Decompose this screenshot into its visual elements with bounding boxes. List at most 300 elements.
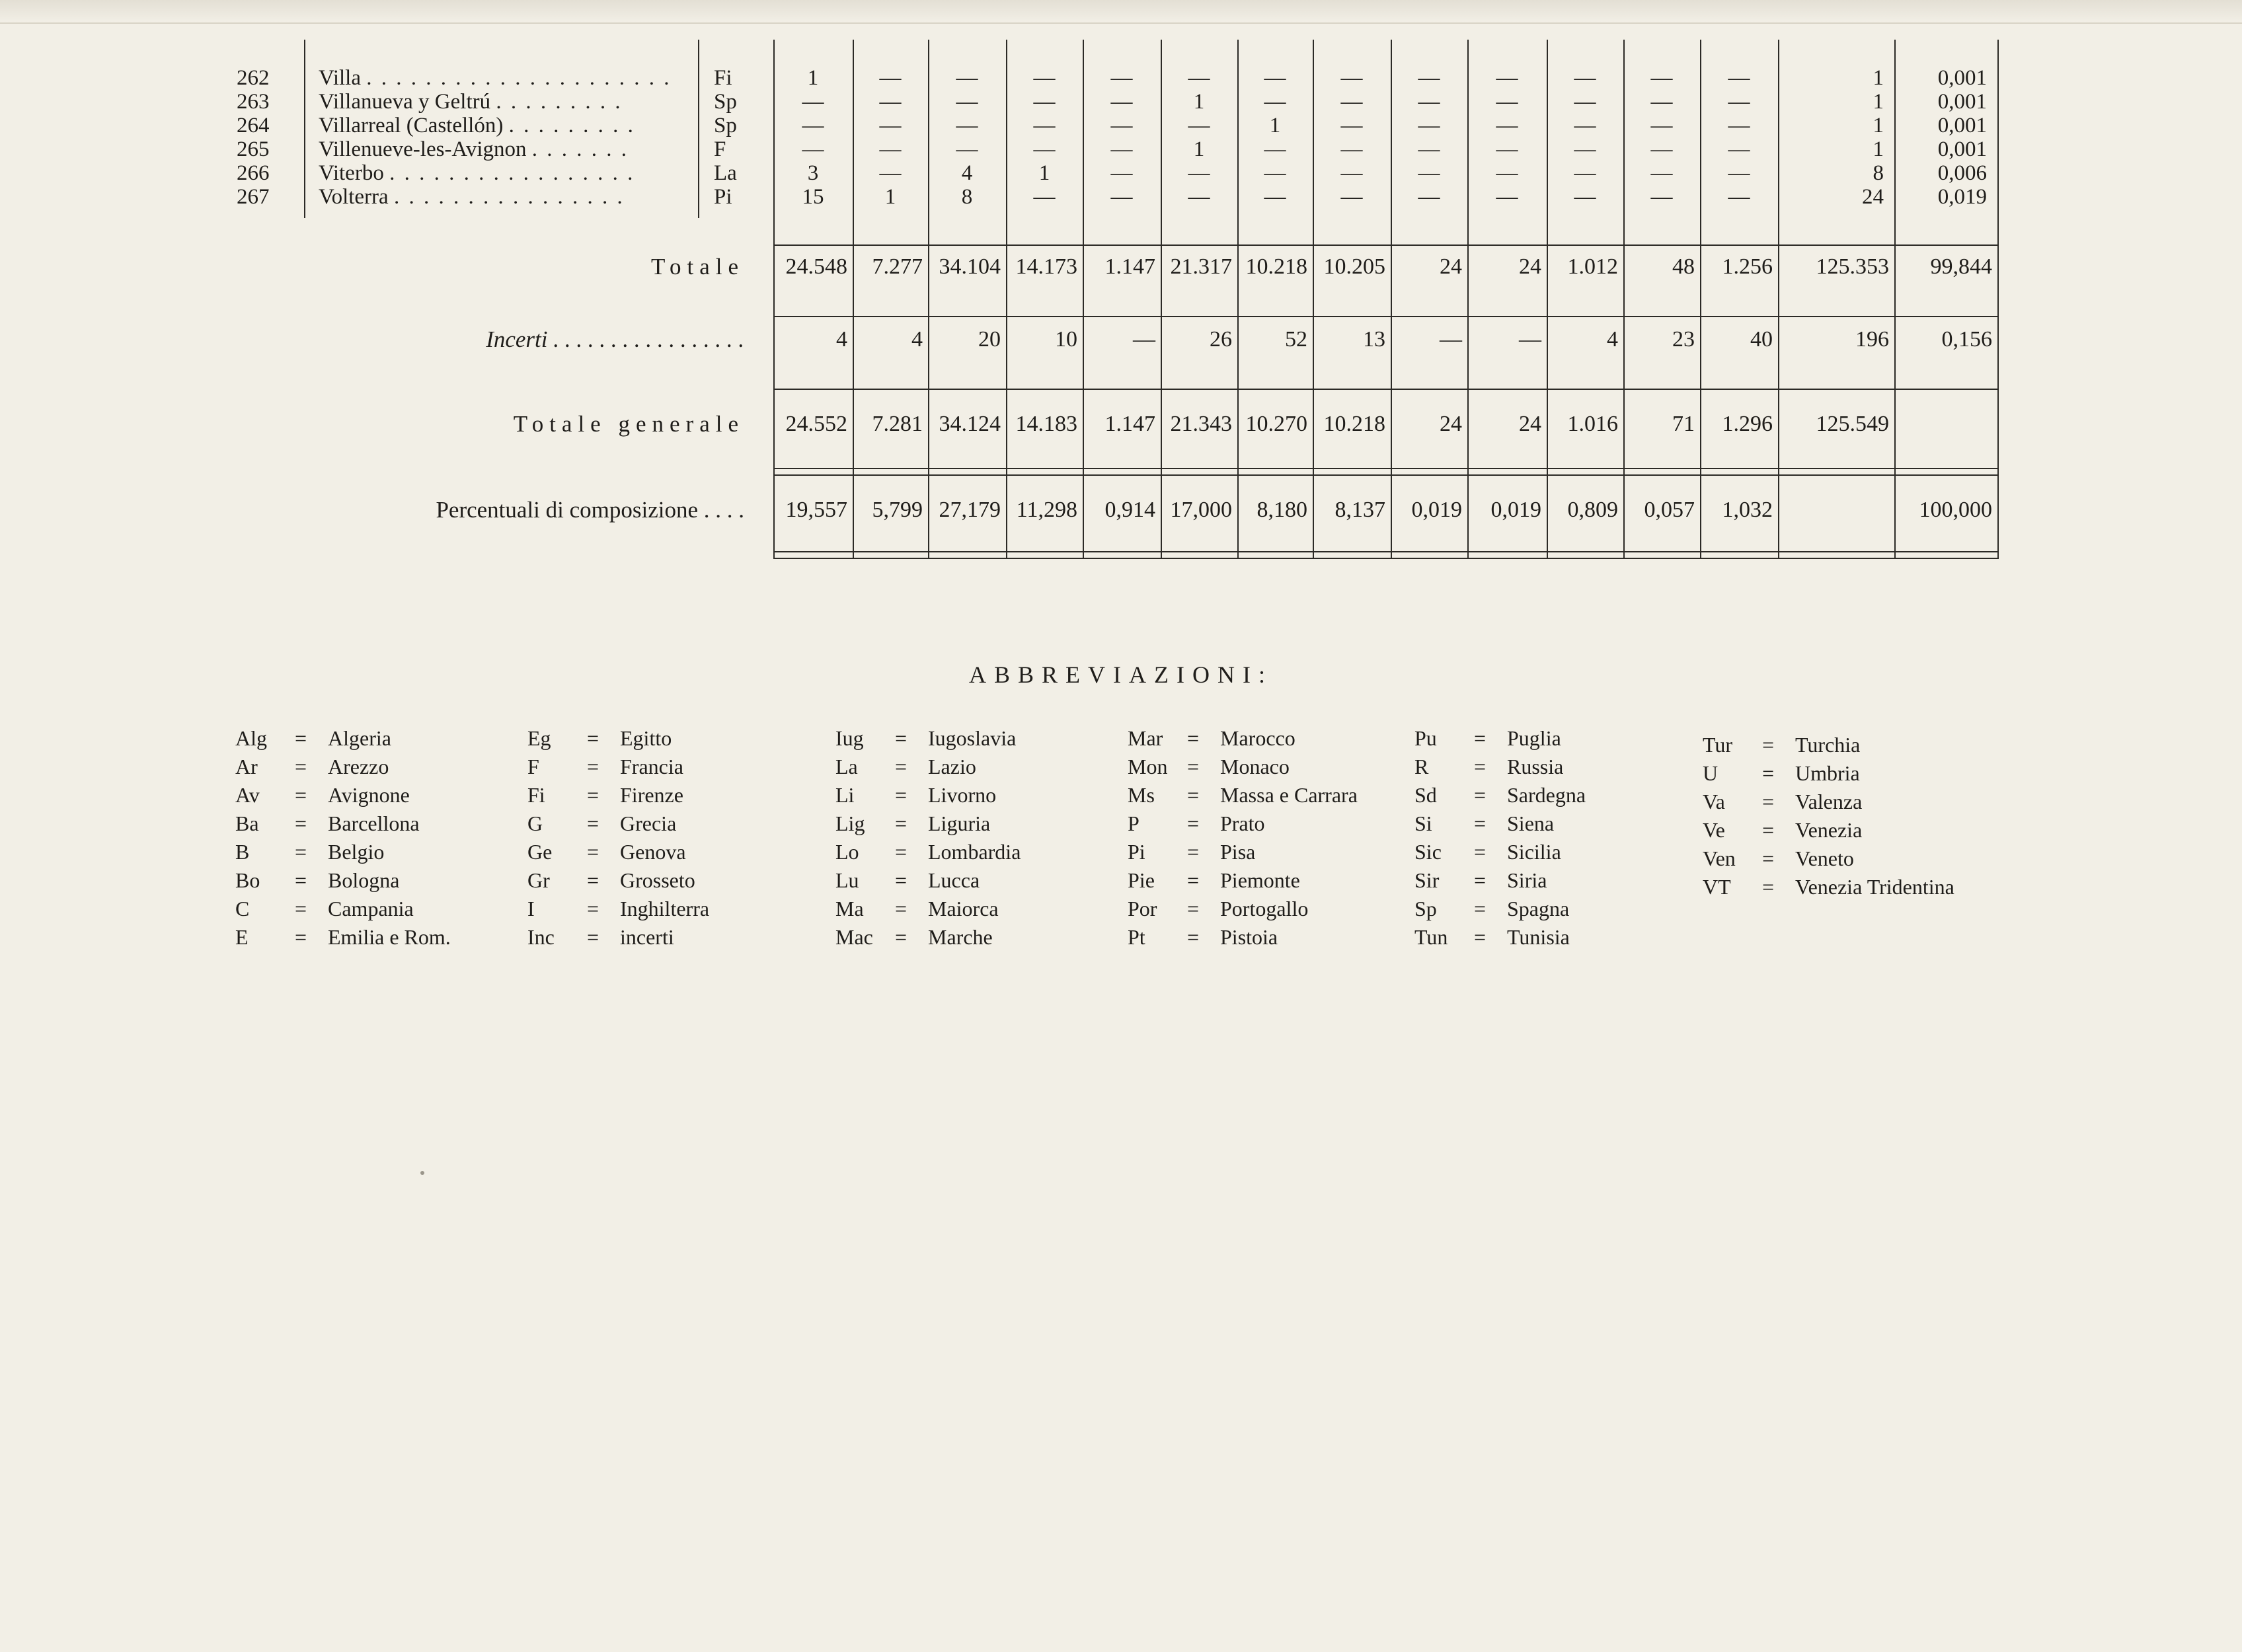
- totals-cell: 0,019: [1490, 498, 1541, 522]
- table-cell: 8: [961, 185, 973, 209]
- table-cell: 1: [1873, 90, 1884, 114]
- totals-cell: 13: [1363, 327, 1385, 352]
- totals-cell: 52: [1285, 327, 1307, 352]
- totals-cell: 24: [1440, 412, 1462, 436]
- equals-sign: =: [1474, 840, 1487, 864]
- abbr-meaning: Genova: [620, 840, 686, 864]
- equals-sign: =: [295, 726, 307, 750]
- table-cell: —: [1496, 114, 1518, 137]
- equals-sign: =: [587, 755, 599, 778]
- table-cell: —: [1110, 185, 1133, 209]
- row-number: 267: [237, 185, 270, 209]
- totals-cell: 10.270: [1245, 412, 1307, 436]
- leader-dots: . . . . . . . . . . . . . . . .: [393, 185, 625, 209]
- totals-cell: 1.012: [1567, 254, 1618, 279]
- place-label: Villa: [319, 66, 362, 90]
- table-cell: —: [1418, 137, 1440, 161]
- equals-sign: =: [895, 726, 908, 750]
- table-cell: —: [1728, 161, 1750, 185]
- table-cell: —: [1110, 114, 1133, 137]
- abbr-meaning: Barcellona: [328, 811, 420, 835]
- abbr-meaning: Arezzo: [328, 755, 389, 778]
- equals-sign: =: [1474, 755, 1487, 778]
- totals-cell: 48: [1672, 254, 1695, 279]
- equals-sign: =: [1187, 925, 1200, 949]
- totals-cell: 24.548: [785, 254, 847, 279]
- table-cell: —: [1110, 137, 1133, 161]
- totals-cell: 21.317: [1170, 254, 1232, 279]
- table-cell: —: [1650, 161, 1673, 185]
- table-cell: 4: [961, 161, 973, 185]
- abbr-code: Pi: [1128, 840, 1145, 864]
- abbr-meaning: Francia: [620, 755, 683, 778]
- abbr-code: Ms: [1128, 783, 1155, 807]
- abbr-code: Ge: [527, 840, 553, 864]
- table-cell: 15: [802, 185, 824, 209]
- table-cell: —: [1110, 90, 1133, 114]
- table-cell: —: [1264, 185, 1286, 209]
- totals-cell: 125.549: [1816, 412, 1889, 436]
- region-abbr: F: [714, 137, 726, 161]
- table-cell: —: [1033, 185, 1056, 209]
- equals-sign: =: [1187, 897, 1200, 920]
- totals-cell: 17,000: [1170, 498, 1232, 522]
- table-cell: —: [1496, 90, 1518, 114]
- leader-dots: . . . . . . . . . . . . . . . . . . . . .: [366, 66, 672, 90]
- equals-sign: =: [1474, 783, 1487, 807]
- totals-row-label: Totale: [651, 254, 744, 280]
- table-cell: —: [1574, 66, 1596, 90]
- region-abbr: La: [714, 161, 737, 185]
- place-name: [319, 114, 635, 137]
- table-cell: —: [1728, 66, 1750, 90]
- abbr-code: Ve: [1703, 818, 1725, 842]
- equals-sign: =: [895, 783, 908, 807]
- totals-cell: 4: [911, 327, 923, 352]
- abbr-code: Pu: [1414, 726, 1437, 750]
- abbr-code: Por: [1128, 897, 1157, 920]
- row-number: 265: [237, 137, 270, 161]
- equals-sign: =: [1762, 733, 1775, 757]
- table-cell: —: [956, 114, 978, 137]
- table-cell: 24: [1862, 185, 1884, 209]
- place-name: [319, 185, 625, 209]
- abbr-meaning: Pisa: [1220, 840, 1256, 864]
- place-label: Volterra: [319, 185, 389, 209]
- table-cell: —: [1650, 66, 1673, 90]
- table-cell: —: [1188, 185, 1210, 209]
- equals-sign: =: [587, 726, 599, 750]
- abbr-meaning: Inghilterra: [620, 897, 710, 920]
- abbr-meaning: Algeria: [328, 726, 391, 750]
- totals-cell: 21.343: [1170, 412, 1232, 436]
- totals-cell: 26: [1210, 327, 1232, 352]
- abbr-meaning: Venezia Tridentina: [1795, 875, 1954, 899]
- totals-cell: 24.552: [785, 412, 847, 436]
- totals-cell: 1,032: [1722, 498, 1773, 522]
- equals-sign: =: [295, 840, 307, 864]
- abbr-code: E: [235, 925, 249, 949]
- totals-cell: 1.147: [1104, 254, 1155, 279]
- abbr-code: Lig: [835, 811, 865, 835]
- totals-cell: 24: [1440, 254, 1462, 279]
- table-cell: —: [1650, 90, 1673, 114]
- totals-cell: 1.296: [1722, 412, 1773, 436]
- equals-sign: =: [1762, 875, 1775, 899]
- equals-sign: =: [587, 840, 599, 864]
- abbr-meaning: Prato: [1220, 811, 1265, 835]
- totals-cell: 11,298: [1016, 498, 1077, 522]
- table-cell: 1: [1873, 114, 1884, 137]
- table-cell: —: [1418, 66, 1440, 90]
- region-abbr: Sp: [714, 114, 737, 137]
- abbr-divider: [698, 40, 699, 218]
- leader-dots: . . . . . . . . . . . . . . . . .: [389, 161, 635, 185]
- place-label: Villenueve-les-Avignon: [319, 137, 527, 161]
- row-rule: [773, 474, 1997, 476]
- table-cell: —: [1264, 161, 1286, 185]
- abbr-meaning: Grosseto: [620, 868, 695, 892]
- table-cell: —: [1418, 90, 1440, 114]
- equals-sign: =: [587, 925, 599, 949]
- row-number: 266: [237, 161, 270, 185]
- table-cell: —: [1188, 66, 1210, 90]
- table-cell: —: [1264, 137, 1286, 161]
- abbr-meaning: Monaco: [1220, 755, 1290, 778]
- table-cell: —: [1574, 114, 1596, 137]
- table-cell: —: [879, 66, 902, 90]
- totals-cell: 19,557: [785, 498, 847, 522]
- row-label-divider: [304, 40, 305, 218]
- abbreviations-title: ABBREVIAZIONI:: [969, 661, 1273, 688]
- table-cell: 1: [1193, 137, 1205, 161]
- table-cell: —: [1110, 66, 1133, 90]
- abbr-meaning: Valenza: [1795, 790, 1863, 813]
- table-cell: —: [1188, 114, 1210, 137]
- totals-cell: 1.147: [1104, 412, 1155, 436]
- table-cell: —: [1574, 90, 1596, 114]
- table-cell: —: [879, 161, 902, 185]
- totals-row-label: Totale generale: [513, 411, 744, 437]
- place-name: [319, 161, 635, 185]
- abbr-meaning: Spagna: [1507, 897, 1570, 920]
- table-cell: —: [879, 137, 902, 161]
- abbr-meaning: Iugoslavia: [928, 726, 1017, 750]
- table-cell: 3: [807, 161, 819, 185]
- region-abbr: Sp: [714, 90, 737, 114]
- abbr-meaning: Belgio: [328, 840, 385, 864]
- table-cell: 0,001: [1937, 114, 1987, 137]
- abbr-meaning: Piemonte: [1220, 868, 1300, 892]
- table-cell: —: [1650, 114, 1673, 137]
- totals-cell: 23: [1672, 327, 1695, 352]
- abbr-meaning: Livorno: [928, 783, 997, 807]
- abbr-code: Lo: [835, 840, 859, 864]
- row-rule: [773, 558, 1997, 559]
- table-cell: 8: [1873, 161, 1884, 185]
- place-label: Villanueva y Geltrú: [319, 90, 491, 114]
- table-cell: 0,006: [1937, 161, 1987, 185]
- table-cell: —: [1496, 161, 1518, 185]
- abbr-code: Tun: [1414, 925, 1448, 949]
- table-cell: —: [1728, 185, 1750, 209]
- row-number: 263: [237, 90, 270, 114]
- equals-sign: =: [1762, 846, 1775, 870]
- equals-sign: =: [895, 811, 908, 835]
- table-cell: —: [1496, 66, 1518, 90]
- totals-cell: 24: [1519, 412, 1541, 436]
- abbr-code: Sic: [1414, 840, 1442, 864]
- abbr-meaning: Marche: [928, 925, 993, 949]
- table-cell: —: [1340, 114, 1363, 137]
- totals-cell: 8,180: [1256, 498, 1307, 522]
- equals-sign: =: [587, 868, 599, 892]
- totals-cell: 1.256: [1722, 254, 1773, 279]
- abbr-meaning: Bologna: [328, 868, 400, 892]
- table-cell: —: [956, 137, 978, 161]
- totals-cell: 10.218: [1245, 254, 1307, 279]
- table-cell: —: [956, 90, 978, 114]
- table-cell: —: [1574, 185, 1596, 209]
- abbr-meaning: Sicilia: [1507, 840, 1561, 864]
- abbr-code: Ven: [1703, 846, 1736, 870]
- abbr-meaning: Campania: [328, 897, 414, 920]
- equals-sign: =: [295, 925, 307, 949]
- row-rule: [773, 389, 1997, 390]
- table-cell: 1: [807, 66, 819, 90]
- abbr-code: F: [527, 755, 539, 778]
- equals-sign: =: [895, 840, 908, 864]
- table-cell: —: [1728, 114, 1750, 137]
- totals-cell: 100,000: [1919, 498, 1992, 522]
- equals-sign: =: [1762, 790, 1775, 813]
- totals-cell: 7.281: [872, 412, 923, 436]
- table-cell: —: [879, 90, 902, 114]
- region-abbr: Pi: [714, 185, 732, 209]
- abbr-meaning: Turchia: [1795, 733, 1861, 757]
- abbr-code: P: [1128, 811, 1140, 835]
- table-cell: —: [802, 90, 824, 114]
- abbr-code: Inc: [527, 925, 555, 949]
- table-cell: —: [1033, 114, 1056, 137]
- abbr-meaning: Marocco: [1220, 726, 1295, 750]
- leader-dots: . . . . . . . . .: [496, 90, 623, 114]
- table-cell: —: [1033, 90, 1056, 114]
- leader-dots: . . . . . . . . .: [508, 114, 635, 137]
- totals-row-label: Incerti . . . . . . . . . . . . . . . . .: [486, 326, 744, 352]
- table-cell: —: [1188, 161, 1210, 185]
- totals-cell: —: [1133, 327, 1155, 352]
- totals-cell: 7.277: [872, 254, 923, 279]
- table-cell: —: [1496, 137, 1518, 161]
- equals-sign: =: [1187, 783, 1200, 807]
- abbr-code: Sp: [1414, 897, 1437, 920]
- totals-cell: 4: [1607, 327, 1618, 352]
- table-cell: —: [1340, 90, 1363, 114]
- totals-cell: 10.218: [1323, 412, 1385, 436]
- abbr-meaning: Grecia: [620, 811, 677, 835]
- equals-sign: =: [1762, 818, 1775, 842]
- abbr-meaning: Lombardia: [928, 840, 1021, 864]
- table-cell: 0,001: [1937, 66, 1987, 90]
- abbr-meaning: Lazio: [928, 755, 976, 778]
- table-cell: —: [1496, 185, 1518, 209]
- abbr-code: G: [527, 811, 543, 835]
- equals-sign: =: [895, 925, 908, 949]
- equals-sign: =: [295, 868, 307, 892]
- totals-cell: 10.205: [1323, 254, 1385, 279]
- abbr-code: Eg: [527, 726, 551, 750]
- equals-sign: =: [1474, 925, 1487, 949]
- table-cell: —: [1033, 137, 1056, 161]
- abbr-meaning: Pistoia: [1220, 925, 1278, 949]
- table-cell: —: [1574, 161, 1596, 185]
- totals-cell: 71: [1672, 412, 1695, 436]
- abbr-meaning: Veneto: [1795, 846, 1854, 870]
- place-label: Villarreal (Castellón): [319, 114, 504, 137]
- table-cell: —: [802, 137, 824, 161]
- equals-sign: =: [295, 811, 307, 835]
- totals-cell: 5,799: [872, 498, 923, 522]
- abbr-meaning: Russia: [1507, 755, 1564, 778]
- equals-sign: =: [1187, 868, 1200, 892]
- abbr-code: Gr: [527, 868, 550, 892]
- abbr-code: Ar: [235, 755, 258, 778]
- abbr-code: Sd: [1414, 783, 1437, 807]
- table-cell: —: [802, 114, 824, 137]
- table-cell: —: [1728, 137, 1750, 161]
- equals-sign: =: [895, 897, 908, 920]
- equals-sign: =: [587, 897, 599, 920]
- totals-cell: 14.183: [1015, 412, 1077, 436]
- equals-sign: =: [1187, 840, 1200, 864]
- row-rule: [773, 244, 1997, 246]
- equals-sign: =: [1474, 897, 1487, 920]
- totals-cell: —: [1519, 327, 1541, 352]
- abbr-meaning: Venezia: [1795, 818, 1863, 842]
- table-cell: 1: [1038, 161, 1050, 185]
- abbr-meaning: Firenze: [620, 783, 683, 807]
- leader-dots: . . . . . . .: [531, 137, 629, 161]
- table-cell: —: [1110, 161, 1133, 185]
- table-cell: —: [879, 114, 902, 137]
- totals-row-label: Percentuali di composizione . . . .: [436, 497, 744, 523]
- totals-cell: 4: [836, 327, 847, 352]
- table-cell: —: [956, 66, 978, 90]
- table-cell: 1: [1873, 137, 1884, 161]
- abbr-code: C: [235, 897, 250, 920]
- row-rule: [773, 468, 1997, 469]
- abbr-code: Mac: [835, 925, 873, 949]
- equals-sign: =: [895, 868, 908, 892]
- abbr-code: Pt: [1128, 925, 1145, 949]
- abbr-meaning: Tunisia: [1507, 925, 1570, 949]
- region-abbr: Fi: [714, 66, 732, 90]
- table-cell: 1: [1873, 66, 1884, 90]
- equals-sign: =: [1474, 868, 1487, 892]
- abbr-code: La: [835, 755, 858, 778]
- abbr-code: Sir: [1414, 868, 1440, 892]
- abbr-meaning: Maiorca: [928, 897, 999, 920]
- table-cell: —: [1418, 114, 1440, 137]
- abbr-code: Lu: [835, 868, 859, 892]
- row-rule: [773, 316, 1997, 317]
- place-label: Viterbo: [319, 161, 384, 185]
- abbr-meaning: Massa e Carrara: [1220, 783, 1358, 807]
- abbr-code: Alg: [235, 726, 267, 750]
- equals-sign: =: [1474, 726, 1487, 750]
- abbr-code: Pie: [1128, 868, 1155, 892]
- abbr-code: Tur: [1703, 733, 1733, 757]
- table-cell: —: [1650, 185, 1673, 209]
- table-cell: —: [1418, 185, 1440, 209]
- abbr-code: Mar: [1128, 726, 1163, 750]
- totals-cell: 99,844: [1930, 254, 1992, 279]
- abbr-meaning: Portogallo: [1220, 897, 1309, 920]
- table-cell: —: [1264, 66, 1286, 90]
- equals-sign: =: [1187, 811, 1200, 835]
- abbr-meaning: Puglia: [1507, 726, 1561, 750]
- totals-cell: 27,179: [939, 498, 1001, 522]
- totals-cell: 24: [1519, 254, 1541, 279]
- totals-cell: 1.016: [1567, 412, 1618, 436]
- abbr-code: U: [1703, 761, 1719, 785]
- abbr-code: Fi: [527, 783, 545, 807]
- abbr-code: Mon: [1128, 755, 1168, 778]
- place-name: [319, 66, 672, 90]
- equals-sign: =: [895, 755, 908, 778]
- row-rule: [773, 551, 1997, 552]
- abbr-code: Av: [235, 783, 260, 807]
- table-cell: 1: [884, 185, 896, 209]
- totals-cell: 10: [1055, 327, 1077, 352]
- table-cell: 0,019: [1937, 185, 1987, 209]
- equals-sign: =: [295, 897, 307, 920]
- totals-cell: 0,057: [1644, 498, 1695, 522]
- table-cell: 1: [1269, 114, 1281, 137]
- abbr-code: Li: [835, 783, 855, 807]
- table-cell: —: [1340, 137, 1363, 161]
- totals-cell: 14.173: [1015, 254, 1077, 279]
- abbr-code: Va: [1703, 790, 1725, 813]
- page-fold-edge: [0, 0, 2242, 24]
- table-cell: —: [1340, 185, 1363, 209]
- totals-cell: 0,914: [1104, 498, 1155, 522]
- equals-sign: =: [587, 783, 599, 807]
- equals-sign: =: [295, 783, 307, 807]
- table-cell: 0,001: [1937, 90, 1987, 114]
- equals-sign: =: [1187, 755, 1200, 778]
- abbr-code: Bo: [235, 868, 260, 892]
- totals-cell: 125.353: [1816, 254, 1889, 279]
- equals-sign: =: [1762, 761, 1775, 785]
- abbr-meaning: Emilia e Rom.: [328, 925, 451, 949]
- table-cell: —: [1340, 161, 1363, 185]
- abbr-code: VT: [1703, 875, 1731, 899]
- table-cell: —: [1418, 161, 1440, 185]
- table-cell: —: [1264, 90, 1286, 114]
- table-cell: —: [1728, 90, 1750, 114]
- place-name: [319, 137, 629, 161]
- totals-cell: 20: [978, 327, 1001, 352]
- table-cell: —: [1033, 66, 1056, 90]
- paper-speck: [420, 1171, 424, 1175]
- table-cell: 0,001: [1937, 137, 1987, 161]
- table-cell: 1: [1193, 90, 1205, 114]
- abbr-code: I: [527, 897, 535, 920]
- table-cell: —: [1650, 137, 1673, 161]
- equals-sign: =: [1474, 811, 1487, 835]
